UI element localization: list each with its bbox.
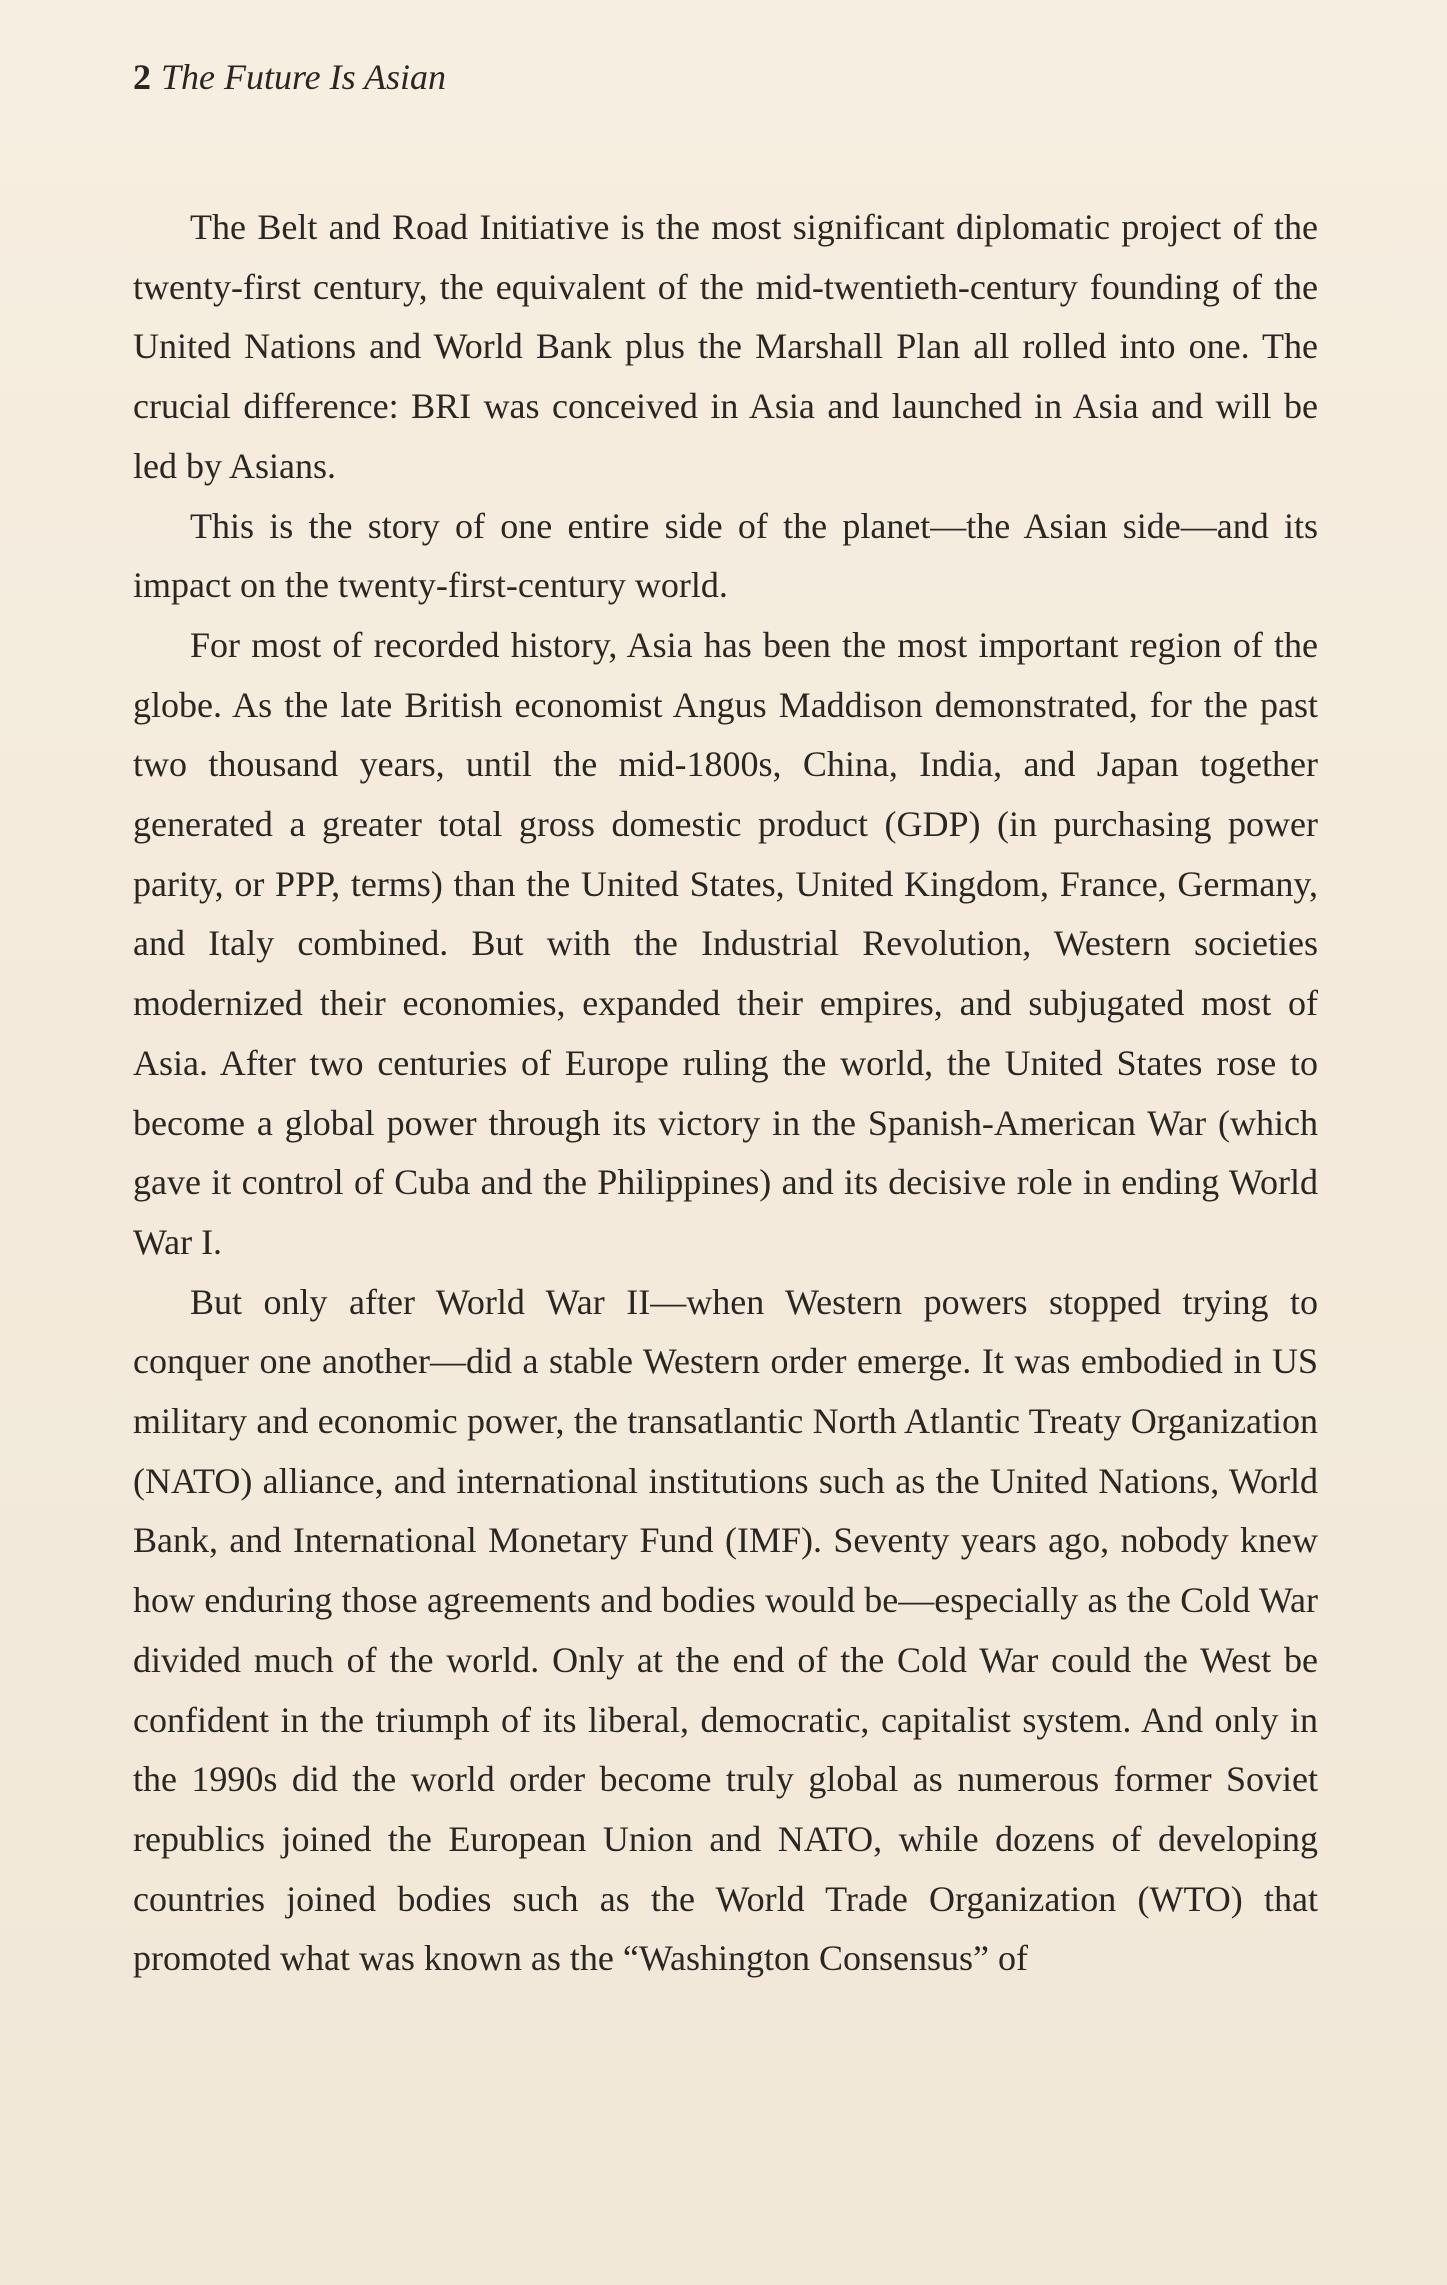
paragraph-world-war-ii: But only after World War II—when Western powers stopped trying to conquer one another—did a stable Western order emerge. It was embodied in US military and economic power, the transatlantic North Atlantic Treaty Organization (NATO) alliance, and international institutions such as the United Nations, World Bank, and International Monetary Fund (IMF). Seventy years ago, nobody knew how enduring those agreements and bodies would be—especially as the Cold War divided much of the world. Only at the end of the Cold War could the West be confident in the triumph of its liberal, democratic, capitalist system. And only in the 1990s did the world order become truly global as numerous former Soviet republics joined the European Union and NATO, while dozens of developing countries joined bodies such as the World Trade Organization (WTO) that promoted what was known as the “Washington Consensus” of — [133, 1281, 1318, 1979]
paragraph-belt-and-road: The Belt and Road Initiative is the most significant diplomatic project of the twenty-first century, the equivalent of the mid-twentieth-century founding of the United Nations and World Bank plus the Marshall Plan all rolled into one. The crucial difference: BRI was conceived in Asia and launched in Asia and will be led by Asians. — [133, 207, 1318, 486]
paragraph-recorded-history: For most of recorded history, Asia has been the most important region of the globe. As the late British economist Angus Maddison demonstrated, for the past two thousand years, until the mid-1800s, China, India, and Japan together generated a greater total gross domestic product (GDP) (in purchasing power parity, or PPP, terms) than the United States, United Kingdom, France, Germany, and Italy combined. But with the Industrial Revolution, Western societies modernized their economies, expanded their empires, and subjugated most of Asia. After two centuries of Europe ruling the world, the United States rose to become a global power through its victory in the Spanish-American War (which gave it control of Cuba and the Philippines) and its decisive role in ending World War I. — [133, 624, 1318, 1262]
body-text — [133, 198, 1318, 1989]
book-title: The Future Is Asian — [161, 57, 446, 97]
running-head — [133, 52, 446, 102]
page-number: 2 — [133, 57, 151, 97]
paragraph-asian-side: This is the story of one entire side of the planet—the Asian side—and its impact on the twenty-first-century world. — [133, 505, 1318, 606]
